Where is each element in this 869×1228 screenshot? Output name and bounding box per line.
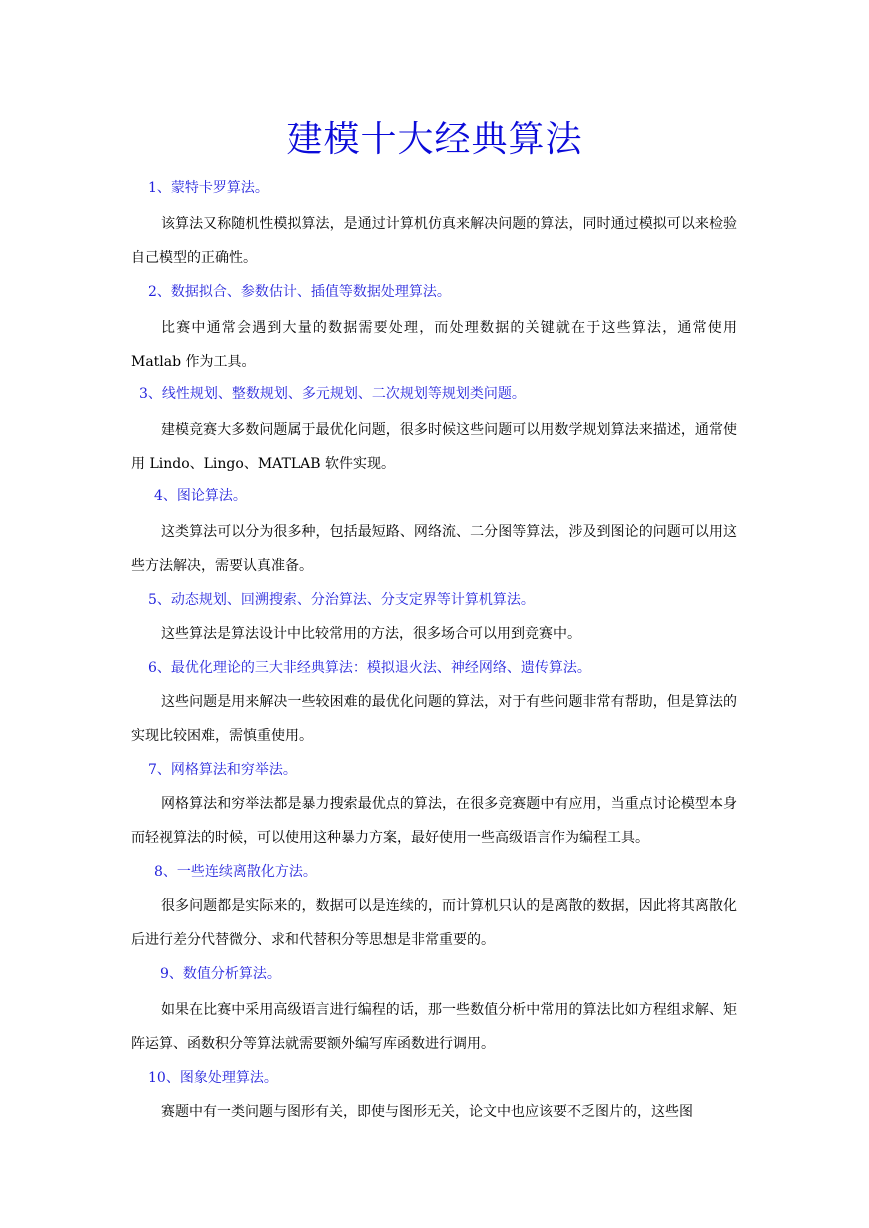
section-body-5 [131, 618, 737, 652]
section-heading-8: 8、一些连续离散化方法。 [154, 864, 317, 880]
document-title: 建模十大经典算法 [286, 119, 583, 160]
section-body-7 [131, 788, 737, 855]
section-body-text-3: 建模竞赛大多数问题属于最优化问题，很多时候这些问题可以用数学规划算法来描述，通常使用 Lindo、Lingo、MATLAB 软件实现。 [131, 422, 737, 472]
section-body-6 [131, 686, 737, 753]
section-body-text-5: 这些算法是算法设计中比较常用的方法，很多场合可以用到竞赛中。 [161, 626, 581, 642]
section-body-2 [131, 312, 737, 379]
section-body-text-6: 这些问题是用来解决一些较困难的最优化问题的算法，对于有些问题非常有帮助，但是算法的实现比较困难，需慎重使用。 [131, 694, 737, 744]
section-body-9 [131, 994, 737, 1061]
section-body-8 [131, 890, 737, 957]
section-heading-7: 7、网格算法和穷举法。 [148, 762, 297, 778]
section-heading-5: 5、动态规划、回溯搜索、分治算法、分支定界等计算机算法。 [148, 592, 535, 608]
section-body-text-10: 赛题中有一类问题与图形有关，即使与图形无关，论文中也应该要不乏图片的，这些图 [161, 1104, 693, 1120]
section-body-4 [131, 516, 737, 583]
section-heading-3: 3、线性规划、整数规划、多元规划、二次规划等规划类问题。 [139, 386, 526, 402]
section-body-3 [131, 414, 737, 481]
section-heading-2: 2、数据拟合、参数估计、插值等数据处理算法。 [148, 284, 451, 300]
section-body-text-4: 这类算法可以分为很多种，包括最短路、网络流、二分图等算法，涉及到图论的问题可以用这些方法解决，需要认真准备。 [131, 524, 737, 574]
section-body-text-1: 该算法又称随机性模拟算法，是通过计算机仿真来解决问题的算法，同时通过模拟可以来检验自己模型的正确性。 [131, 216, 737, 266]
section-body-text-8: 很多问题都是实际来的，数据可以是连续的，而计算机只认的是离散的数据，因此将其离散化后进行差分代替微分、求和代替积分等思想是非常重要的。 [131, 898, 737, 948]
section-heading-10: 10、图象处理算法。 [148, 1070, 278, 1086]
section-heading-4: 4、图论算法。 [154, 488, 247, 504]
section-body-10 [131, 1096, 737, 1130]
section-body-text-2: 比赛中通常会遇到大量的数据需要处理，而处理数据的关键就在于这些算法，通常使用Matlab 作为工具。 [131, 320, 737, 370]
section-heading-1: 1、蒙特卡罗算法。 [148, 180, 269, 196]
section-heading-9: 9、数值分析算法。 [160, 966, 281, 982]
section-body-text-7: 网格算法和穷举法都是暴力搜索最优点的算法，在很多竞赛题中有应用，当重点讨论模型本身而轻视算法的时候，可以使用这种暴力方案，最好使用一些高级语言作为编程工具。 [131, 796, 737, 846]
section-body-text-9: 如果在比赛中采用高级语言进行编程的话，那一些数值分析中常用的算法比如方程组求解、矩阵运算、函数积分等算法就需要额外编写库函数进行调用。 [131, 1002, 737, 1052]
section-heading-6: 6、最优化理论的三大非经典算法：模拟退火法、神经网络、遗传算法。 [148, 660, 591, 676]
section-body-1 [131, 208, 737, 275]
